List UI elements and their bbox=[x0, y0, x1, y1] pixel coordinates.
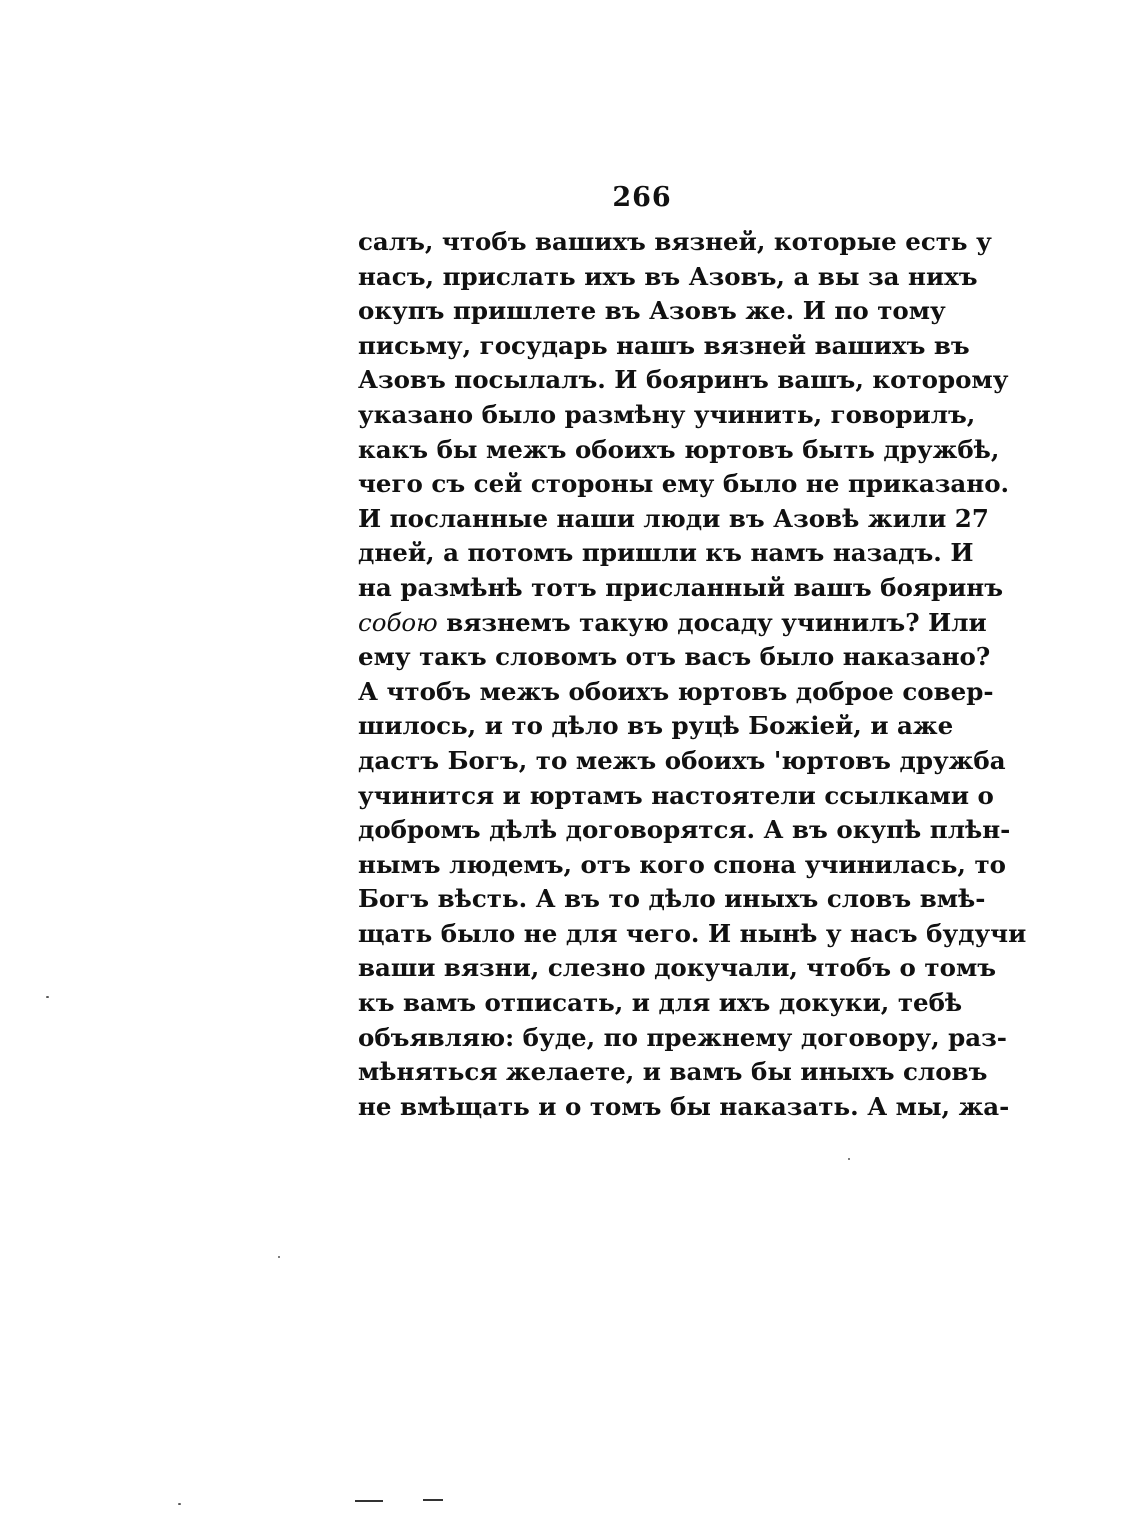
text-line-22: ваши вязни, слезно докучали, чтобъ о томъ bbox=[358, 953, 997, 983]
text-line-24: объявляю: буде, по прежнему договору, раз- bbox=[358, 1022, 1007, 1052]
text-line-14: А чтобъ межъ обоихъ юртовъ доброе совер- bbox=[358, 676, 994, 706]
text-line-10: дней, а потомъ пришли къ намъ назадъ. И bbox=[358, 538, 974, 568]
text-line-8: чего съ сей стороны ему было не приказано. bbox=[358, 469, 1010, 499]
text-line-1: салъ, чтобъ вашихъ вязней, которые есть у bbox=[358, 227, 992, 256]
text-line-25: мѣняться желаете, и вамъ бы иныхъ словъ bbox=[358, 1057, 988, 1087]
scan-speck bbox=[278, 1256, 280, 1258]
text-line-9: И посланные наши люди въ Азовѣ жили 27 bbox=[358, 503, 989, 533]
text-line-12 bbox=[358, 606, 987, 641]
text-line-21: щать было не для чего. И нынѣ у насъ будучи bbox=[358, 918, 1027, 948]
text-line-13: ему такъ словомъ отъ васъ было наказано? bbox=[358, 642, 991, 672]
text-line-5: Азовъ посылалъ. И бояринъ вашъ, которому bbox=[358, 365, 1009, 395]
text-line-11: на размѣнѣ тотъ присланный вашъ бояринъ bbox=[358, 572, 1003, 602]
italic-word: собою bbox=[358, 607, 438, 637]
page-number: 266 bbox=[612, 182, 672, 213]
text-line-2: насъ, прислать ихъ въ Азовъ, а вы за нихъ bbox=[358, 261, 978, 291]
text-line-6: указано было размѣну учинить, говорилъ, bbox=[358, 399, 976, 429]
text-line-4: письму, государь нашъ вязней вашихъ въ bbox=[358, 330, 970, 360]
text-line-7: какъ бы межъ обоихъ юртовъ быть дружбѣ, bbox=[358, 434, 1000, 464]
text-line-15: шилось, и то дѣло въ руцѣ Божiей, и аже bbox=[358, 711, 954, 741]
text-line-18: добромъ дѣлѣ договорятся. А въ окупѣ плѣн- bbox=[358, 815, 1011, 845]
scan-speck bbox=[178, 1503, 181, 1505]
text-line-23: къ вамъ отписать, и для ихъ докуки, тебѣ bbox=[358, 988, 963, 1018]
text-line-26: не вмѣщать и о томъ бы наказать. А мы, жа- bbox=[358, 1091, 1010, 1121]
text-line-3: окупъ пришлете въ Азовъ же. И по тому bbox=[358, 296, 946, 326]
scan-dash bbox=[355, 1500, 383, 1502]
text-line-16: дастъ Богъ, то межъ обоихъ 'юртовъ дружба bbox=[358, 745, 1006, 775]
body-text bbox=[358, 225, 1027, 1124]
text-line-19: нымъ людемъ, отъ кого спона учинилась, то bbox=[358, 849, 1007, 879]
text-line-20: Богъ вѣсть. А въ то дѣло иныхъ словъ вмѣ- bbox=[358, 884, 986, 914]
text-line-12-rest: вязнемъ такую досаду учинилъ? Или bbox=[437, 607, 987, 637]
text-line-17: учинится и юртамъ настоятели ссылками о bbox=[358, 780, 994, 810]
scan-speck bbox=[848, 1158, 850, 1160]
scan-dash bbox=[423, 1499, 443, 1501]
scan-speck bbox=[46, 996, 49, 998]
